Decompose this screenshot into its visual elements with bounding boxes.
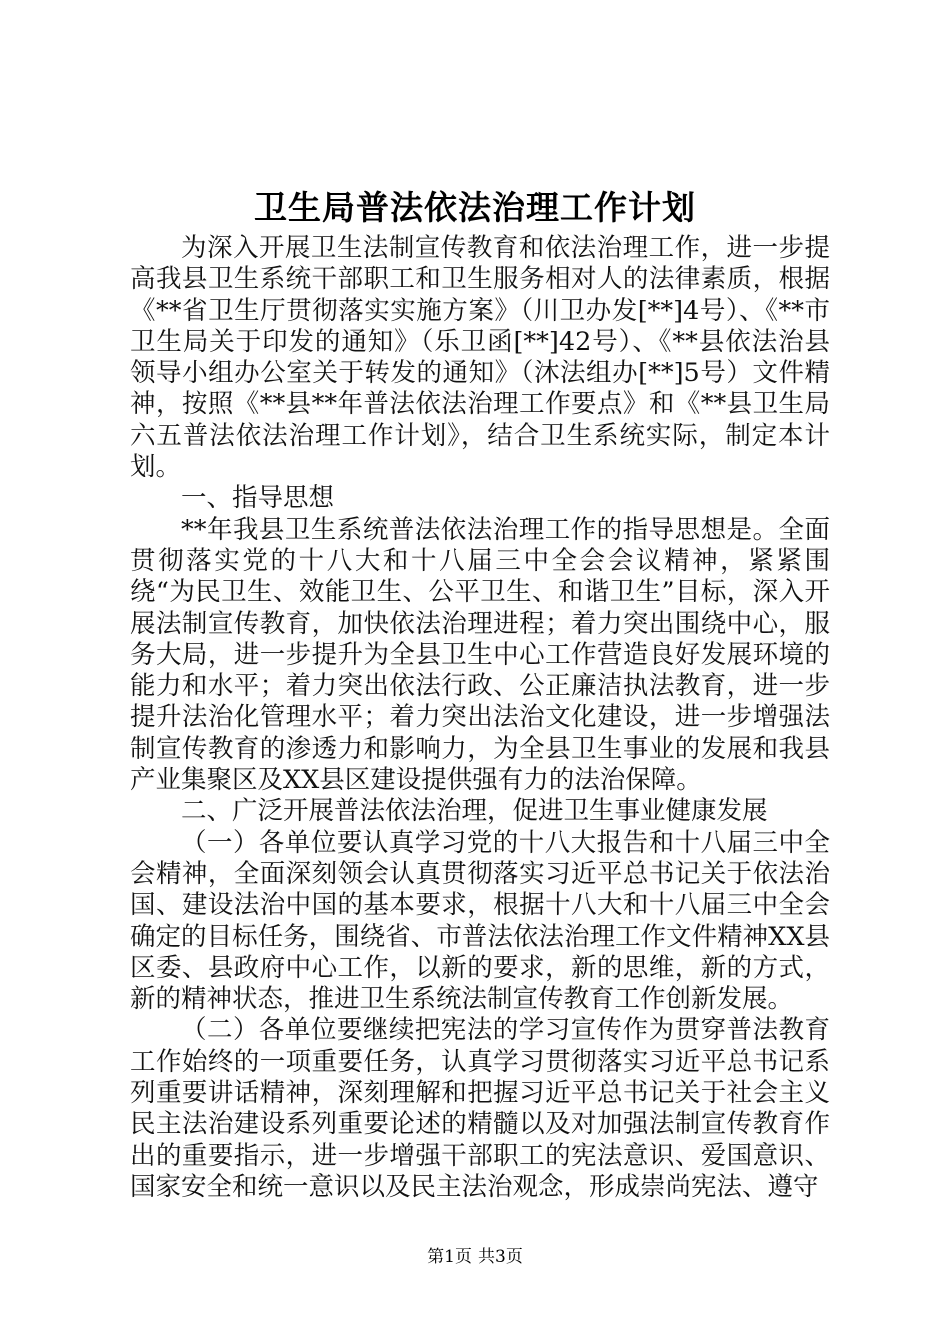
guiding-ideology-paragraph: **年我县卫生系统普法依法治理工作的指导思想是。全面贯彻落实党的十八大和十八届三中全会会议精神，紧紧围绕“为民卫生、效能卫生、公平卫生、和谐卫生”目标，深入开展法制宣传教育，加快依法治理进程；着力突出围绕中心，服务大局，进一步提升为全县卫生中心工作营造良好发展环境的能力和水平；着力突出依法行政、公正廉洁执法教育，进一步提升法治化管理水平；着力突出法治文化建设，进一步增强法制宣传教育的渗透力和影响力，为全县卫生事业的发展和我县产业集聚区及XX县区建设提供强有力的法治保障。 bbox=[130, 514, 830, 796]
section-heading-governance: 二、广泛开展普法依法治理，促进卫生事业健康发展 bbox=[181, 796, 768, 827]
page-footer bbox=[0, 1246, 950, 1268]
item-two-paragraph: （二）各单位要继续把宪法的学习宣传作为贯穿普法教育工作始终的一项重要任务，认真学习贯彻落实习近平总书记系列重要讲话精神，深刻理解和把握习近平总书记关于社会主义民主法治建设系列重要论述的精髓以及对加强法制宣传教育作出的重要指示，进一步增强干部职工的宪法意识、爱国意识、国家安全和统一意识以及民主法治观念，形成崇尚宪法、遵守 bbox=[130, 1015, 830, 1202]
item-one-paragraph: （一）各单位要认真学习党的十八大报告和十八届三中全会精神，全面深刻领会认真贯彻落实习近平总书记关于依法治国、建设法治中国的基本要求，根据十八大和十八届三中全会确定的目标任务，围绕省、市普法依法治理工作文件精神XX县区委、县政府中心工作，以新的要求，新的思维，新的方式，新的精神状态，推进卫生系统法制宣传教育工作创新发展。 bbox=[130, 827, 830, 1015]
section-heading-guiding-ideology: 一、指导思想 bbox=[181, 483, 335, 514]
page-number-current: 第1页 bbox=[427, 1247, 472, 1267]
intro-paragraph: 为深入开展卫生法制宣传教育和依法治理工作，进一步提高我县卫生系统干部职工和卫生服务相对人的法律素质，根据《**省卫生厅贯彻落实实施方案》（川卫办发[**]4号）、《**市卫生局关于印发的通知》（乐卫函[**]42号）、《**县依法治县领导小组办公室关于转发的通知》（沐法组办[**]5号）文件精神，按照《**县**年普法依法治理工作要点》和《**县卫生局六五普法依法治理工作计划》，结合卫生系统实际，制定本计划。 bbox=[130, 233, 830, 483]
document-title: 卫生局普法依法治理工作计划 bbox=[254, 188, 696, 227]
document-body bbox=[130, 233, 830, 1203]
page-number-total: 共3页 bbox=[478, 1247, 523, 1267]
